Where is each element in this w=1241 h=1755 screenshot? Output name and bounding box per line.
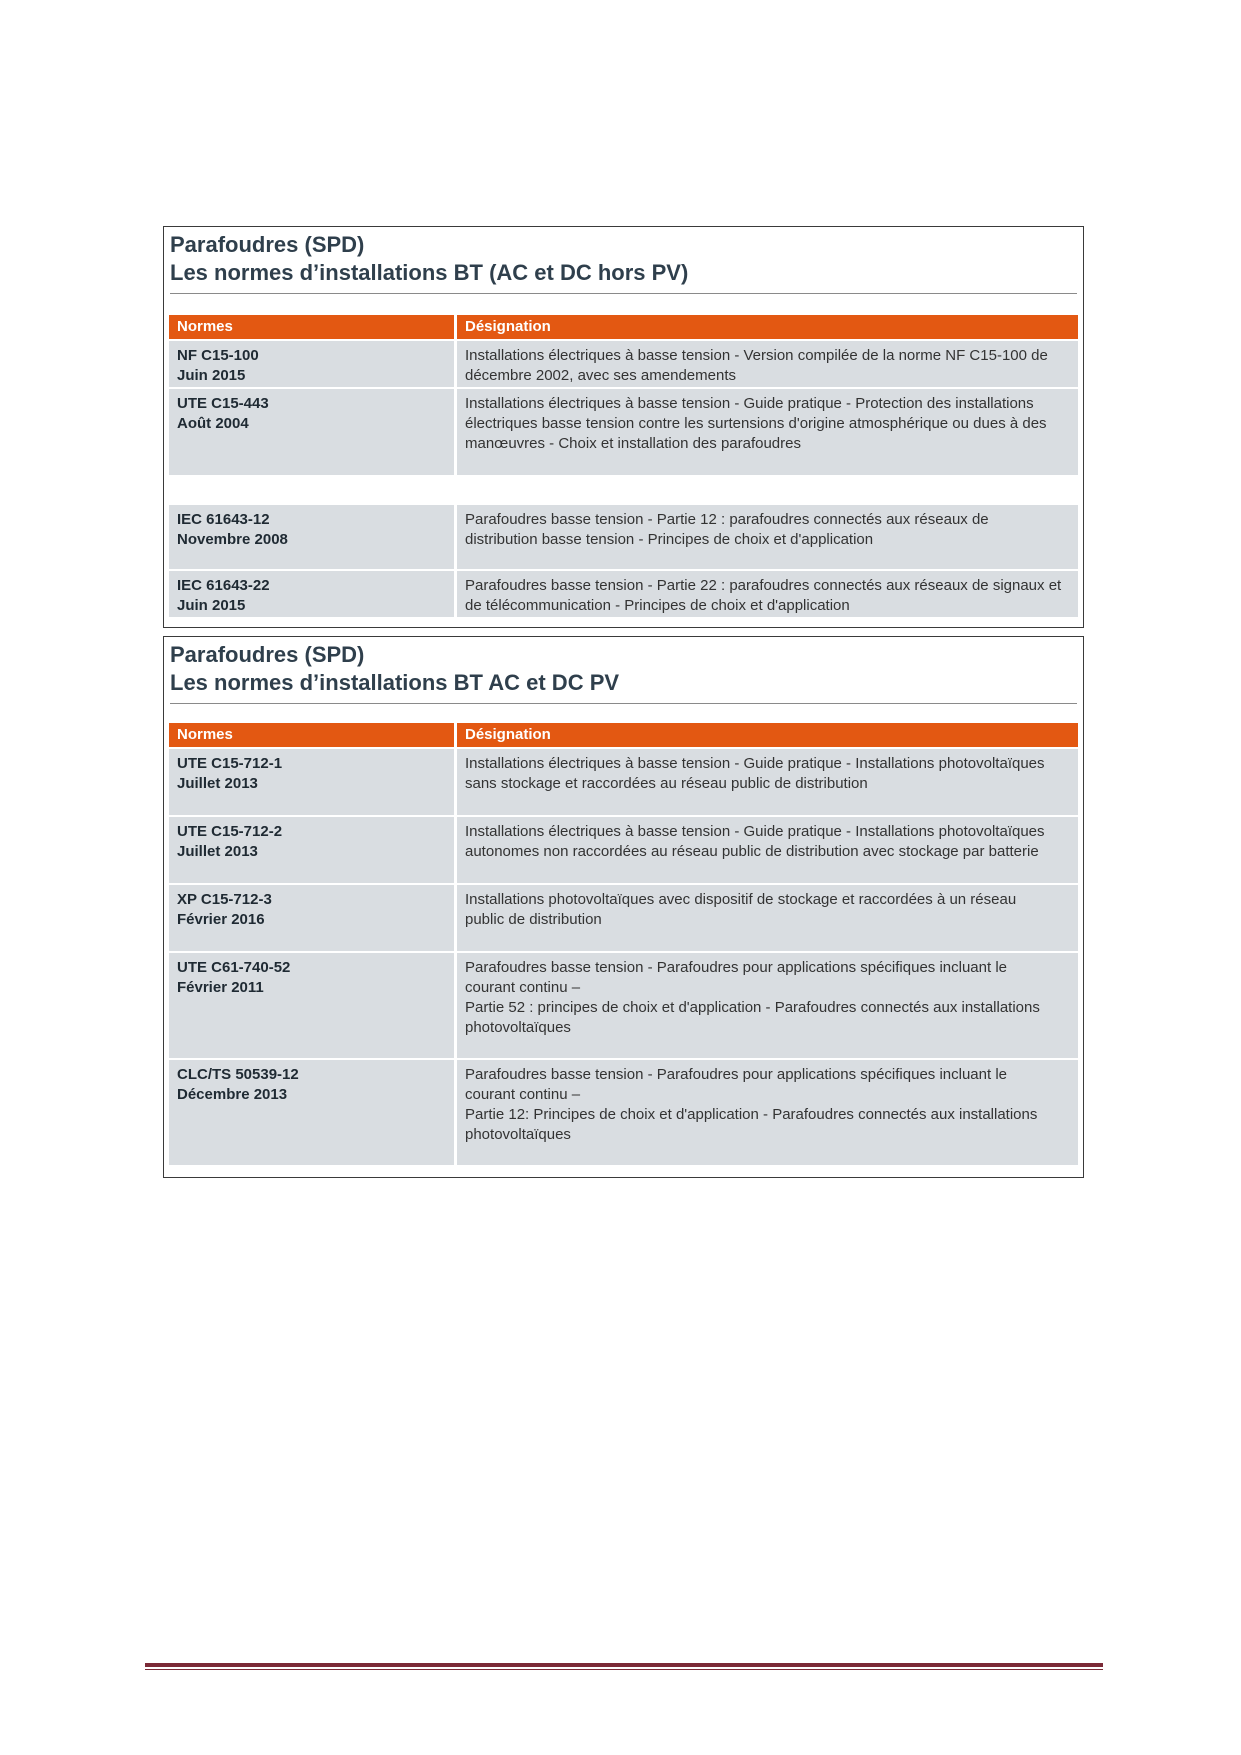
table-row <box>169 817 1078 883</box>
designation-line: courant continu – <box>465 1086 581 1103</box>
table-row <box>169 389 1078 475</box>
designation-line: photovoltaïques <box>465 1126 571 1143</box>
designation-line: courant continu – <box>465 979 581 996</box>
norm-code: IEC 61643-22 <box>177 577 270 594</box>
designation-cell <box>457 341 1078 387</box>
table-header <box>169 315 1078 339</box>
title-divider <box>170 703 1077 704</box>
designation-line: Parafoudres basse tension - Parafoudres pour applications spécifiques incluant le <box>465 1066 1007 1083</box>
designation-cell <box>457 885 1078 951</box>
designation-cell <box>457 817 1078 883</box>
panel-subtitle: Les normes d’installations BT (AC et DC hors PV) <box>170 260 689 285</box>
norm-code: UTE C15-712-1 <box>177 755 283 772</box>
norm-date: Août 2004 <box>177 415 249 432</box>
table-row <box>169 749 1078 815</box>
header-designation: Désignation <box>457 723 1078 747</box>
norm-cell <box>169 389 454 475</box>
norm-cell <box>169 341 454 387</box>
panel-title: Parafoudres (SPD) <box>170 232 365 257</box>
table-row <box>169 341 1078 387</box>
header-normes: Normes <box>169 723 454 747</box>
norm-code: IEC 61643-12 <box>177 511 270 528</box>
standards-table <box>169 315 1078 619</box>
norm-code: UTE C61-740-52 <box>177 959 291 976</box>
designation-line: Installations électriques à basse tension - Guide pratique - Protection des installations <box>465 395 1034 412</box>
norm-cell <box>169 505 454 569</box>
norm-cell <box>169 1060 454 1165</box>
designation-line: sans stockage et raccordées au réseau public de distribution <box>465 775 868 792</box>
norm-code: NF C15-100 <box>177 347 259 364</box>
table-row <box>169 953 1078 1058</box>
designation-line: décembre 2002, avec ses amendements <box>465 367 736 384</box>
row-spacer <box>169 477 1078 505</box>
standards-table <box>169 723 1078 1167</box>
header-designation: Désignation <box>457 315 1078 339</box>
designation-line: Partie 52 : principes de choix et d'application - Parafoudres connectés aux installations <box>465 999 1040 1016</box>
table-row <box>169 885 1078 951</box>
norm-cell <box>169 953 454 1058</box>
designation-cell <box>457 953 1078 1058</box>
designation-cell <box>457 389 1078 475</box>
norm-date: Décembre 2013 <box>177 1086 288 1103</box>
norm-date: Juillet 2013 <box>177 775 258 792</box>
designation-line: Installations électriques à basse tension - Version compilée de la norme NF C15-100 de <box>465 347 1048 364</box>
norm-code: UTE C15-443 <box>177 395 269 412</box>
designation-cell <box>457 1060 1078 1165</box>
designation-line: Installations électriques à basse tension - Guide pratique - Installations photovoltaïques <box>465 755 1045 772</box>
designation-line: Installations électriques à basse tension - Guide pratique - Installations photovoltaïques <box>465 823 1045 840</box>
designation-line: manœuvres - Choix et installation des parafoudres <box>465 435 801 452</box>
designation-line: distribution basse tension - Principes de choix et d'application <box>465 531 874 548</box>
norm-date: Février 2016 <box>177 911 265 928</box>
designation-line: Partie 12: Principes de choix et d'application - Parafoudres connectés aux installations <box>465 1106 1038 1123</box>
designation-line: public de distribution <box>465 911 602 928</box>
norm-cell <box>169 885 454 951</box>
norm-date: Juin 2015 <box>177 597 246 614</box>
table-row <box>169 571 1078 617</box>
designation-cell <box>457 505 1078 569</box>
footer-rule-thin <box>145 1669 1103 1670</box>
title-divider <box>170 293 1077 294</box>
designation-line: Parafoudres basse tension - Parafoudres pour applications spécifiques incluant le <box>465 959 1007 976</box>
header-normes: Normes <box>169 315 454 339</box>
designation-line: Parafoudres basse tension - Partie 12 : parafoudres connectés aux réseaux de <box>465 511 989 528</box>
designation-line: autonomes non raccordées au réseau public de distribution avec stockage par batterie <box>465 843 1039 860</box>
norm-code: UTE C15-712-2 <box>177 823 283 840</box>
norm-cell <box>169 749 454 815</box>
designation-line: de télécommunication - Principes de choix et d'application <box>465 597 850 614</box>
norm-code: CLC/TS 50539-12 <box>177 1066 299 1083</box>
standards-panel-ac-dc-non-pv <box>163 226 1084 628</box>
designation-cell <box>457 571 1078 617</box>
norm-date: Juillet 2013 <box>177 843 258 860</box>
norm-date: Juin 2015 <box>177 367 246 384</box>
table-row <box>169 1060 1078 1165</box>
designation-line: électriques basse tension contre les surtensions d'origine atmosphérique ou dues à des <box>465 415 1047 432</box>
designation-line: Parafoudres basse tension - Partie 22 : parafoudres connectés aux réseaux de signaux et <box>465 577 1062 594</box>
norm-code: XP C15-712-3 <box>177 891 272 908</box>
norm-date: Novembre 2008 <box>177 531 288 548</box>
designation-line: Installations photovoltaïques avec dispositif de stockage et raccordées à un réseau <box>465 891 1017 908</box>
standards-panel-ac-dc-pv <box>163 636 1084 1178</box>
table-header <box>169 723 1078 747</box>
table-row <box>169 505 1078 569</box>
panel-subtitle: Les normes d’installations BT AC et DC PV <box>170 670 620 695</box>
norm-cell <box>169 817 454 883</box>
designation-cell <box>457 749 1078 815</box>
panel-title: Parafoudres (SPD) <box>170 642 365 667</box>
norm-date: Février 2011 <box>177 979 264 996</box>
footer-rule <box>145 1663 1103 1667</box>
norm-cell <box>169 571 454 617</box>
designation-line: photovoltaïques <box>465 1019 571 1036</box>
